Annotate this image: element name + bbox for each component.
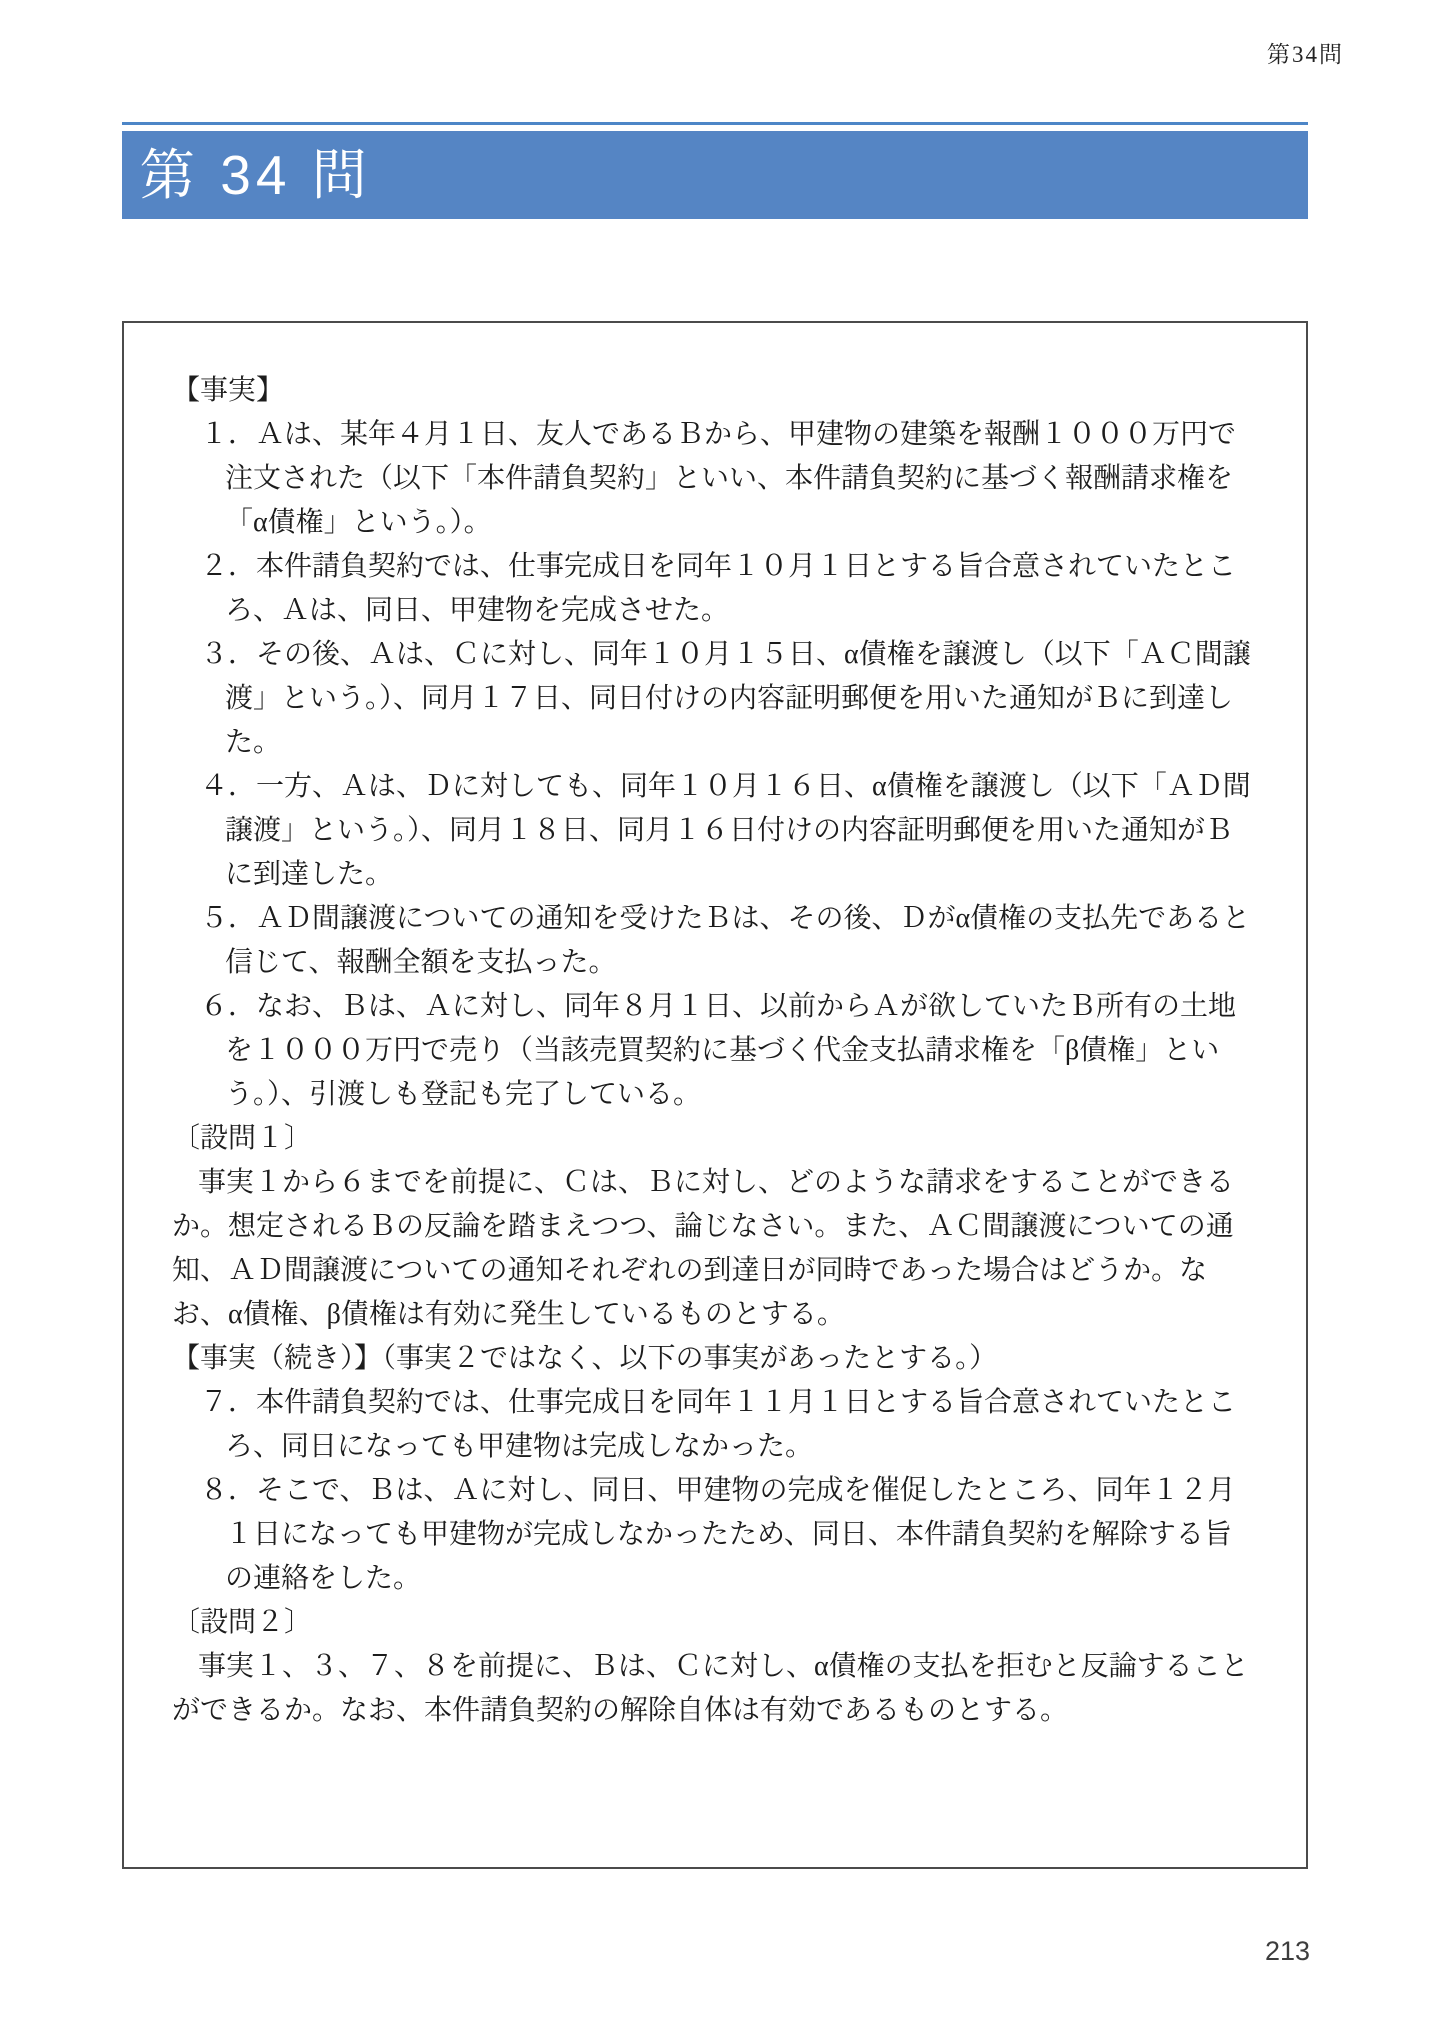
facts-continued-note: （事実２ではなく、以下の事実があったとする。） xyxy=(382,1343,998,1374)
fact-item-4 xyxy=(172,765,1258,897)
fact-item-8 xyxy=(172,1469,1258,1601)
fact-text: 一方、Ａは、Ｄに対しても、同年１０月１６日、α債権を譲渡し（以下「ＡＤ間譲渡」という。）、同月１８日、同月１６日付けの内容証明郵便を用いた通知がＢに到達した。 xyxy=(225,771,1251,890)
fact-number: ７． xyxy=(200,1387,257,1418)
fact-item-7 xyxy=(172,1381,1258,1469)
fact-text: なお、Ｂは、Ａに対し、同年８月１日、以前からＡが欲していたＢ所有の土地を１０００万円で売り（当該売買契約に基づく代金支払請求権を「β債権」という。）、引渡しも登記も完了している。 xyxy=(225,991,1237,1110)
facts-label: 【事実】 xyxy=(172,375,285,406)
fact-text: その後、Ａは、Ｃに対し、同年１０月１５日、α債権を譲渡し（以下「ＡＣ間譲渡」という。）、同月１７日、同日付けの内容証明郵便を用いた通知がＢに到達した。 xyxy=(225,639,1251,758)
fact-number: ２． xyxy=(200,551,257,582)
facts-continued-label: 【事実（続き）】 xyxy=(172,1343,383,1374)
question1-text: 事実１から６までを前提に、Ｃは、Ｂに対し、どのような請求をすることができるか。想定されるＢの反論を踏まえつつ、論じなさい。また、ＡＣ間譲渡についての通知、ＡＤ間譲渡についての通知それぞれの到達日が同時であった場合はどうか。なお、α債権、β債権は有効に発生しているものとする。 xyxy=(172,1167,1235,1330)
question2-label: 〔設問２〕 xyxy=(172,1607,313,1638)
fact-text: そこで、Ｂは、Ａに対し、同日、甲建物の完成を催促したところ、同年１２月１日になっても甲建物が完成しなかったため、同日、本件請負契約を解除する旨の連絡をした。 xyxy=(225,1475,1236,1594)
facts-continued-head xyxy=(172,1337,1258,1381)
fact-text: Ａは、某年４月１日、友人であるＢから、甲建物の建築を報酬１０００万円で注文された（以下「本件請負契約」といい、本件請負契約に基づく報酬請求権を「α債権」という。）。 xyxy=(225,419,1237,538)
fact-item-2 xyxy=(172,545,1258,633)
fact-item-3 xyxy=(172,633,1258,765)
running-header: 第34問 xyxy=(1267,42,1344,67)
fact-number: ６． xyxy=(200,991,257,1022)
chapter-title: 第 34 問 xyxy=(140,144,372,206)
page-number: 213 xyxy=(1264,1936,1310,1966)
question1-label: 〔設問１〕 xyxy=(172,1123,313,1154)
banner-top-rule xyxy=(122,122,1308,125)
fact-text: ＡＤ間譲渡についての通知を受けたＢは、その後、Ｄがα債権の支払先であると信じて、報酬全額を支払った。 xyxy=(225,903,1251,978)
fact-item-5 xyxy=(172,897,1258,985)
fact-number: ８． xyxy=(200,1475,257,1506)
fact-number: １． xyxy=(200,419,257,450)
fact-number: ３． xyxy=(200,639,257,670)
fact-number: ５． xyxy=(200,903,257,934)
fact-item-6 xyxy=(172,985,1258,1117)
fact-item-1 xyxy=(172,413,1258,545)
chapter-banner xyxy=(122,131,1308,219)
fact-text: 本件請負契約では、仕事完成日を同年１０月１日とする旨合意されていたところ、Ａは、同日、甲建物を完成させた。 xyxy=(225,551,1237,626)
problem-box xyxy=(122,321,1308,1869)
question2-text: 事実１、３、７、８を前提に、Ｂは、Ｃに対し、α債権の支払を拒むと反論することができるか。なお、本件請負契約の解除自体は有効であるものとする。 xyxy=(172,1651,1249,1726)
fact-text: 本件請負契約では、仕事完成日を同年１１月１日とする旨合意されていたところ、同日になっても甲建物は完成しなかった。 xyxy=(225,1387,1237,1462)
fact-number: ４． xyxy=(200,771,257,802)
